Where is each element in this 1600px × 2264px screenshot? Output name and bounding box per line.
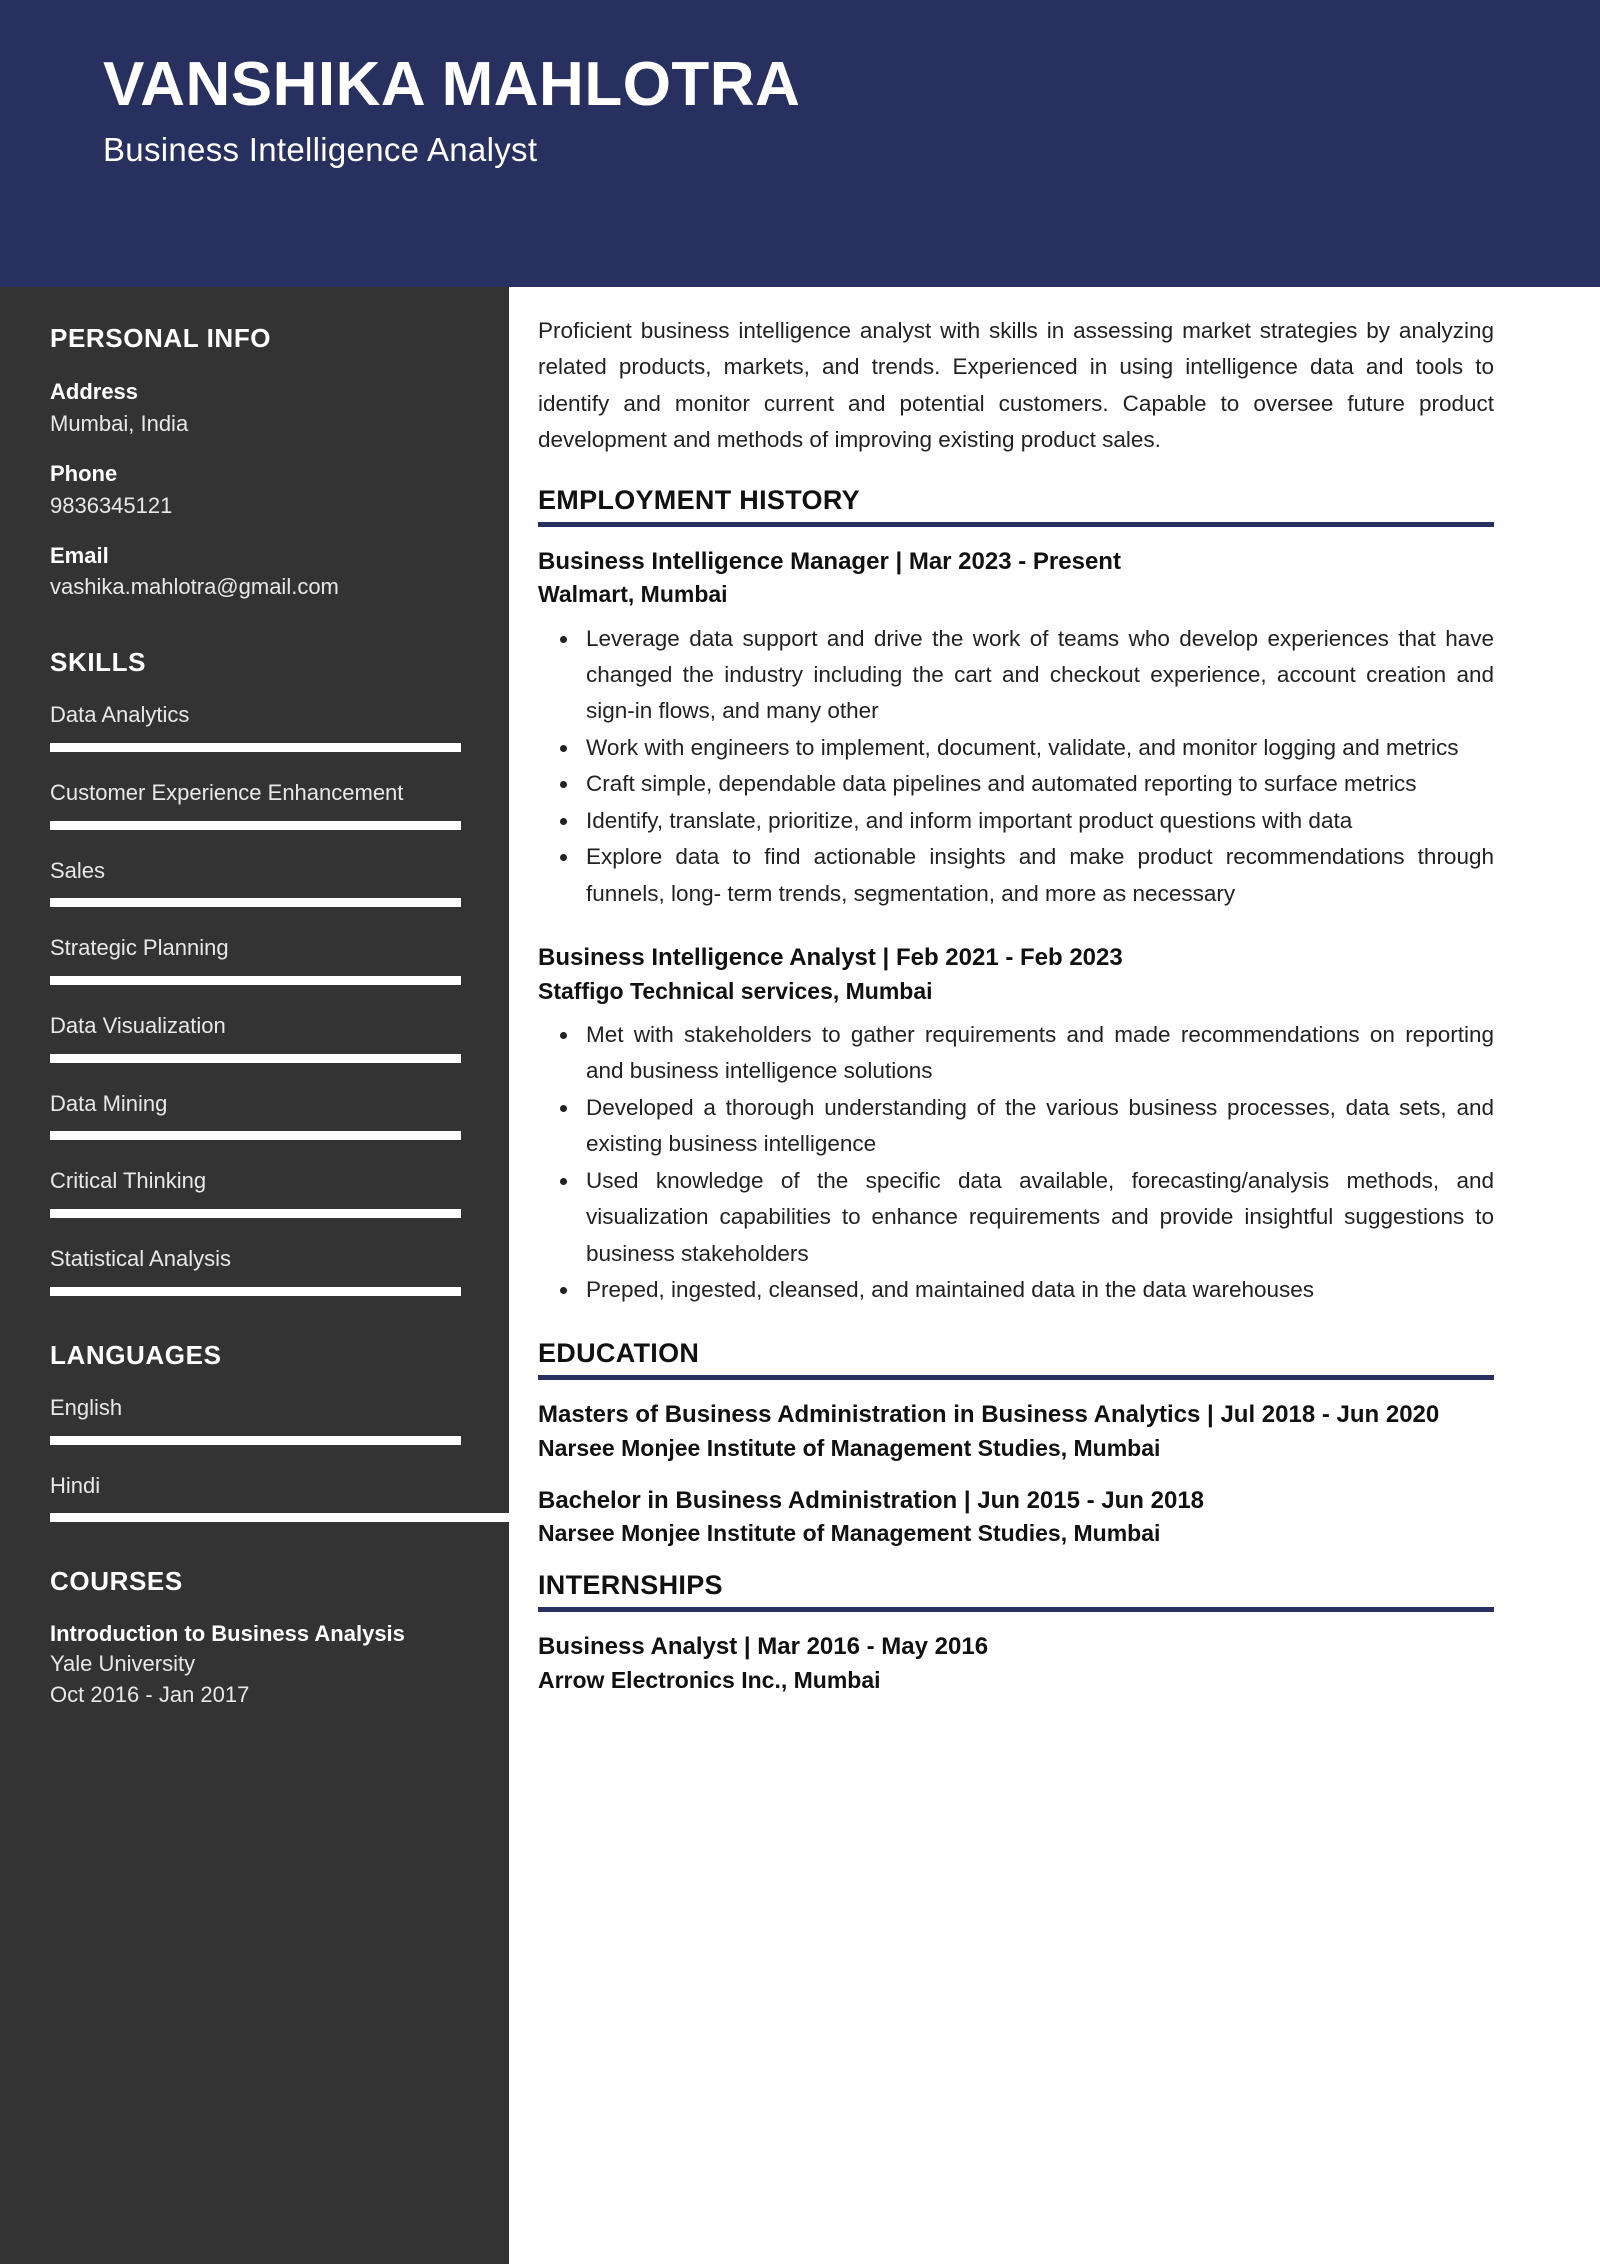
internship-title: Business Analyst | Mar 2016 - May 2016 <box>538 1632 989 1660</box>
skill-item <box>50 1244 461 1296</box>
education-heading: EDUCATION <box>538 1338 700 1369</box>
language-label: English <box>50 1394 123 1420</box>
skill-label: Data Mining <box>50 1090 168 1116</box>
skill-label: Customer Experience Enhancement <box>50 780 404 806</box>
job-organization: Walmart, Mumbai <box>538 581 728 608</box>
skill-level-bar <box>50 1054 461 1063</box>
skill-level-bar <box>50 898 461 907</box>
job-bullet: • Met with stakeholders to gather requirements and made recommendations on reporting and business intelligence solutions <box>580 1017 1494 1090</box>
language-label: Hindi <box>50 1472 101 1498</box>
internship-entry <box>538 1631 1494 1696</box>
job-bullet: • Developed a thorough understanding of the various business processes, data sets, and existing business intelligence <box>580 1090 1494 1163</box>
job-title: Business Intelligence Manager | Mar 2023 - Present <box>538 547 1121 575</box>
skill-item <box>50 856 461 908</box>
education-school: Narsee Monjee Institute of Management Studies, Mumbai <box>538 1520 1161 1547</box>
skill-label: Data Analytics <box>50 702 190 728</box>
personal-info-email <box>50 540 461 604</box>
skill-level-bar <box>50 976 461 985</box>
education-heading-rule <box>538 1375 1494 1380</box>
skill-item <box>50 933 461 985</box>
internships-heading: INTERNSHIPS <box>538 1569 723 1600</box>
internship-organization: Arrow Electronics Inc., Mumbai <box>538 1666 881 1693</box>
language-item <box>50 1393 461 1445</box>
course-institution: Yale University <box>50 1650 196 1676</box>
employment-heading-rule <box>538 522 1494 527</box>
skill-item <box>50 778 461 830</box>
education-degree: Masters of Business Administration in Business Analytics | Jul 2018 - Jun 2020 <box>538 1401 1440 1429</box>
job-bullet-list <box>538 621 1494 913</box>
job-bullet: • Explore data to find actionable insights and make product recommendations through funnels, long- term trends, segmentation, and more as necessary <box>580 839 1494 912</box>
language-level-bar <box>50 1436 461 1445</box>
main-content <box>509 287 1600 1716</box>
skill-item <box>50 1089 461 1141</box>
education-entry <box>538 1399 1494 1464</box>
job-bullet: • Craft simple, dependable data pipelines and automated reporting to surface metrics <box>580 766 1494 802</box>
courses-heading: COURSES <box>50 1566 183 1597</box>
skills-heading: SKILLS <box>50 647 147 678</box>
education-entry <box>538 1485 1494 1550</box>
skill-label: Data Visualization <box>50 1013 226 1039</box>
job-entry <box>538 942 1494 1007</box>
personal-info-address <box>50 376 461 440</box>
email-value: vashika.mahlotra@gmail.com <box>50 574 339 600</box>
job-bullet-list <box>538 1017 1494 1309</box>
address-label: Address <box>50 379 139 404</box>
skill-label: Statistical Analysis <box>50 1246 231 1272</box>
job-bullet: • Preped, ingested, cleansed, and maintained data in the data warehouses <box>580 1272 1494 1308</box>
skill-label: Strategic Planning <box>50 935 229 961</box>
language-item <box>50 1471 461 1523</box>
internships-heading-rule <box>538 1607 1494 1612</box>
skill-label: Critical Thinking <box>50 1168 207 1194</box>
job-bullet: • Work with engineers to implement, document, validate, and monitor logging and metrics <box>580 730 1494 766</box>
phone-value: 9836345121 <box>50 492 173 518</box>
course-dates: Oct 2016 - Jan 2017 <box>50 1681 250 1707</box>
profile-summary: Proficient business intelligence analyst with skills in assessing market strategies by analyzing related products, markets, and trends. Experienced in using intelligence data and tools to identify and monitor current and potential customers. Capable to oversee future product development and methods of improving existing product sales. <box>538 318 1494 453</box>
skill-item <box>50 1166 461 1218</box>
email-label: Email <box>50 542 109 568</box>
course-title: Introduction to Business Analysis <box>50 1621 405 1647</box>
phone-label: Phone <box>50 460 118 486</box>
skill-level-bar <box>50 821 461 830</box>
resume-header <box>0 0 1600 287</box>
job-bullet: • Leverage data support and drive the work of teams who develop experiences that have changed the industry including the cart and checkout experience, account creation and sign-in flows, and many other <box>580 621 1494 730</box>
skill-item <box>50 1011 461 1063</box>
candidate-name: VANSHIKA MAHLOTRA <box>103 50 801 119</box>
course-item <box>50 1619 461 1710</box>
candidate-job-title: Business Intelligence Analyst <box>103 131 538 169</box>
skill-item <box>50 700 461 752</box>
job-title: Business Intelligence Analyst | Feb 2021 - Feb 2023 <box>538 944 1123 972</box>
address-value: Mumbai, India <box>50 410 189 436</box>
personal-info-phone <box>50 458 461 522</box>
skill-label: Sales <box>50 857 106 883</box>
employment-heading: EMPLOYMENT HISTORY <box>538 484 860 515</box>
job-bullet: • Used knowledge of the specific data available, forecasting/analysis methods, and visualization capabilities to enhance requirements and provide insightful suggestions to business stakeholders <box>580 1163 1494 1272</box>
skill-level-bar <box>50 1209 461 1218</box>
skill-level-bar <box>50 743 461 752</box>
languages-heading: LANGUAGES <box>50 1339 222 1370</box>
job-bullet: • Identify, translate, prioritize, and inform important product questions with data <box>580 803 1494 839</box>
job-entry <box>538 546 1494 611</box>
skill-level-bar <box>50 1287 461 1296</box>
personal-info-heading: PERSONAL INFO <box>50 323 272 353</box>
skill-level-bar <box>50 1131 461 1140</box>
education-degree: Bachelor in Business Administration | Jun 2015 - Jun 2018 <box>538 1486 1205 1514</box>
sidebar <box>0 287 509 2264</box>
language-level-bar <box>50 1513 523 1522</box>
education-school: Narsee Monjee Institute of Management Studies, Mumbai <box>538 1435 1161 1461</box>
job-organization: Staffigo Technical services, Mumbai <box>538 977 933 1004</box>
